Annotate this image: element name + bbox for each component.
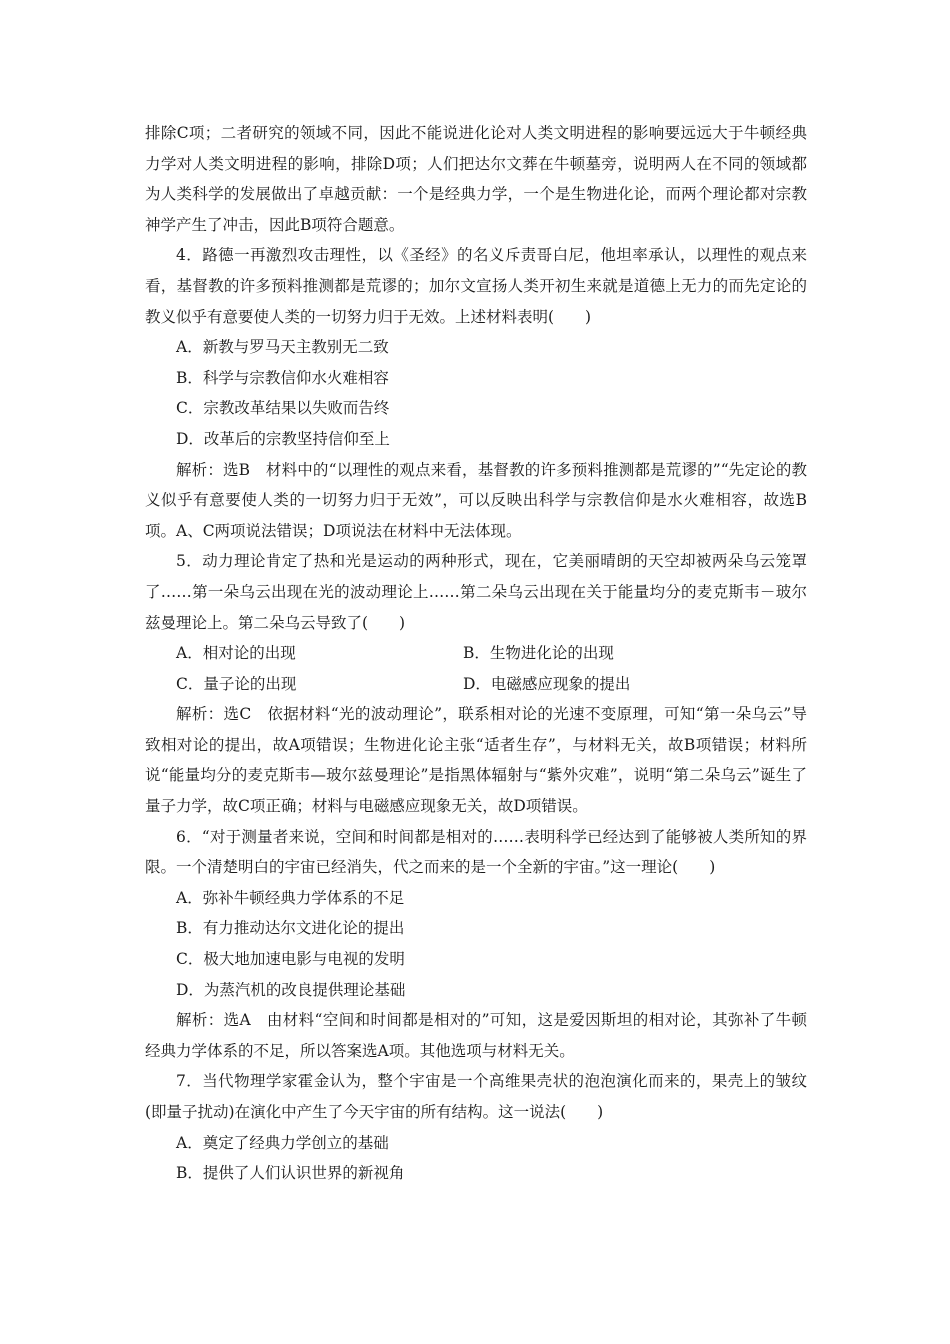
answer-explanation: 解析：选C 依据材料“光的波动理论”，联系相对论的光速不变原理，可知“第一朵乌云”导致相对论的提出，故A项错误；生物进化论主张“适者生存”，与材料无关，故B项错误；材料所说“能量均分的麦克斯韦—玻尔兹曼理论”是指黑体辐射与“紫外灾难”，说明“第二朵乌云”诞生了量子力学，故C项正确；材料与电磁感应现象无关，故D项错误。 bbox=[145, 705, 807, 816]
answer-explanation: 解析：选A 由材料“空间和时间都是相对的”可知，这是爱因斯坦的相对论，其弥补了牛顿经典力学体系的不足，所以答案选A项。其他选项与材料无关。 bbox=[145, 1011, 807, 1060]
answer-option: C．极大地加速电影与电视的发明 bbox=[176, 950, 405, 969]
document-body bbox=[145, 118, 807, 1189]
answer-option: B．有力推动达尔文进化论的提出 bbox=[176, 919, 405, 938]
answer-option: B．提供了人们认识世界的新视角 bbox=[176, 1164, 405, 1183]
answer-option: B．科学与宗教信仰水火难相容 bbox=[176, 368, 389, 387]
answer-option: D．改革后的宗教坚持信仰至上 bbox=[176, 429, 390, 448]
answer-option: A．新教与罗马天主教别无二致 bbox=[176, 338, 389, 357]
answer-option: C．量子论的出现 bbox=[176, 674, 297, 693]
answer-explanation: 解析：选B 材料中的“以理性的观点来看，基督教的许多预料推测都是荒谬的”“先定论的教义似乎有意要使人类的一切努力归于无效”，可以反映出科学与宗教信仰是水火难相容，故选B项。A、C两项说法错误；D项说法在材料中无法体现。 bbox=[145, 460, 807, 540]
explanation-continuation: 排除C项；二者研究的领域不同，因此不能说进化论对人类文明进程的影响要远远大于牛顿经典力学对人类文明进程的影响，排除D项；人们把达尔文葬在牛顿墓旁，说明两人在不同的领域都为人类科学的发展做出了卓越贡献：一个是经典力学，一个是生物进化论，而两个理论都对宗教神学产生了冲击，因此B项符合题意。 bbox=[145, 124, 807, 234]
answer-option: B．生物进化论的出现 bbox=[463, 644, 614, 663]
answer-option: A．相对论的出现 bbox=[176, 644, 296, 663]
answer-option: A．弥补牛顿经典力学体系的不足 bbox=[176, 888, 405, 907]
question-stem: 7．当代物理学家霍金认为，整个宇宙是一个高维果壳状的泡泡演化而来的，果壳上的皱纹(即量子扰动)在演化中产生了今天宇宙的所有结构。这一说法( ) bbox=[145, 1072, 807, 1121]
question-stem: 6．“对于测量者来说，空间和时间都是相对的……表明科学已经达到了能够被人类所知的界限。一个清楚明白的宇宙已经消失，代之而来的是一个全新的宇宙。”这一理论( ) bbox=[145, 827, 807, 877]
answer-option: D．电磁感应现象的提出 bbox=[463, 674, 631, 693]
option-row bbox=[145, 669, 807, 700]
question-stem: 5．动力理论肯定了热和光是运动的两种形式，现在，它美丽晴朗的天空却被两朵乌云笼罩了……第一朵乌云出现在光的波动理论上……第二朵乌云出现在关于能量均分的麦克斯韦－玻尔兹曼理论上。第二朵乌云导致了( ) bbox=[145, 552, 807, 632]
option-row bbox=[145, 638, 807, 669]
answer-option: A．奠定了经典力学创立的基础 bbox=[176, 1133, 389, 1152]
question-stem: 4．路德一再激烈攻击理性，以《圣经》的名义斥责哥白尼，他坦率承认，以理性的观点来看，基督教的许多预料推测都是荒谬的；加尔文宣扬人类开初生来就是道德上无力的而先定论的教义似乎有意要使人类的一切努力归于无效。上述材料表明( ) bbox=[145, 246, 807, 326]
answer-option: C．宗教改革结果以失败而告终 bbox=[176, 399, 390, 418]
answer-option: D．为蒸汽机的改良提供理论基础 bbox=[176, 980, 406, 999]
